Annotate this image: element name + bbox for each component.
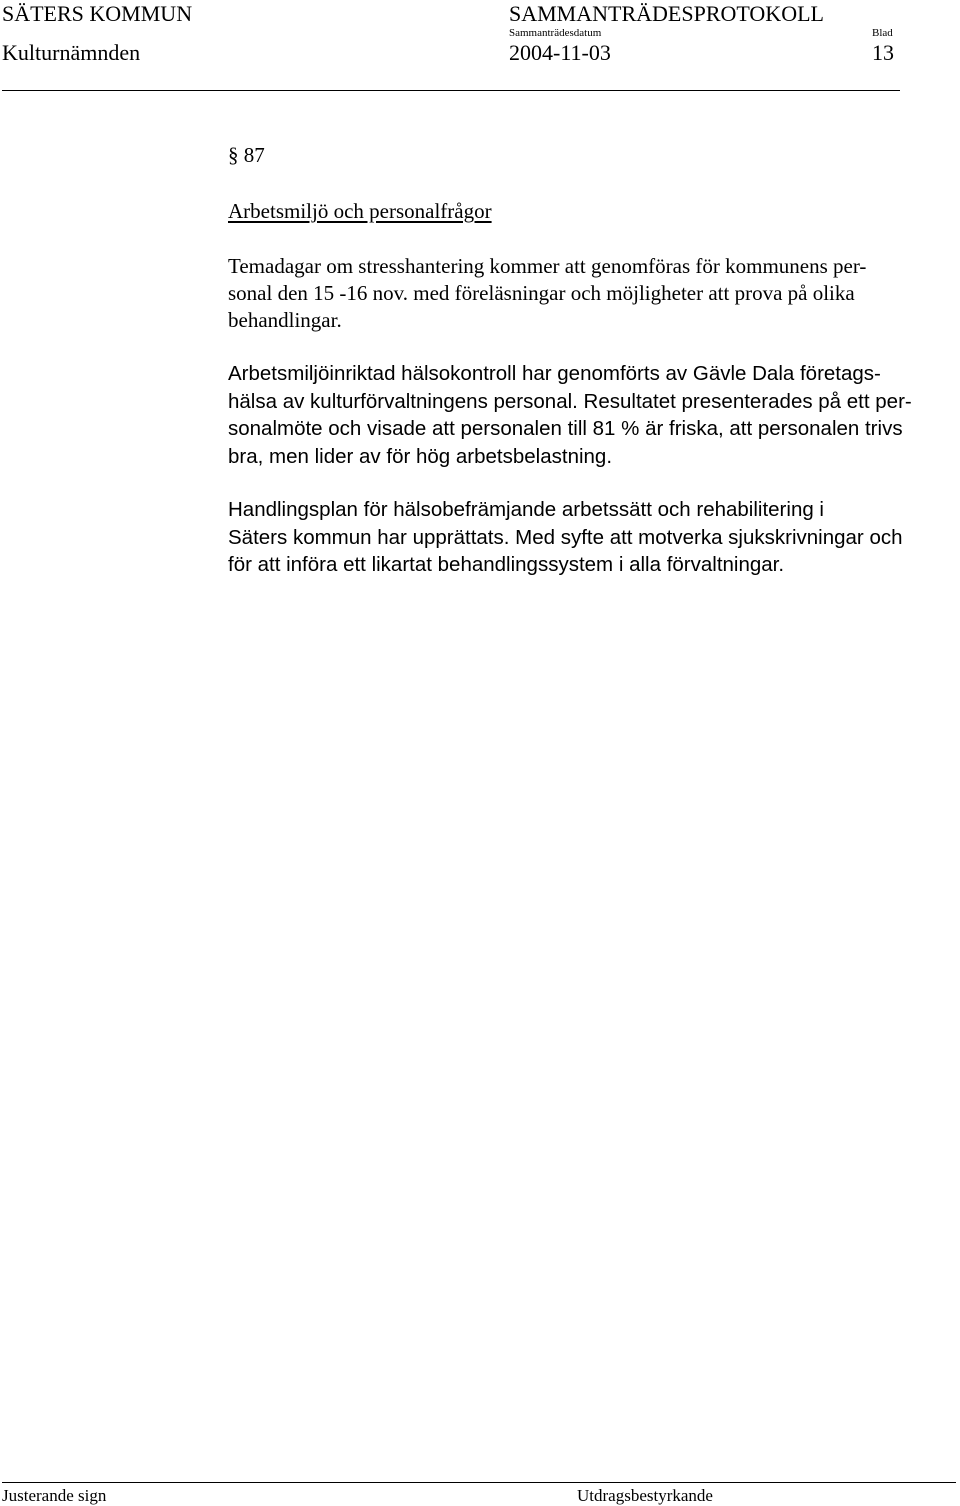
footer-rule-left	[2, 1482, 126, 1483]
utdragsbestyrkande-label: Utdragsbestyrkande	[577, 1486, 713, 1505]
footer-rule-main	[126, 1482, 956, 1483]
paragraph-line: Säters kommun har upprättats. Med syfte att motverka sjukskrivningar och	[228, 525, 903, 549]
page-label: Blad	[872, 27, 893, 39]
paragraph-3	[228, 496, 903, 579]
paragraph-line: bra, men lider av för hög arbetsbelastning.	[228, 444, 613, 468]
paragraph-line: sonalmöte och visade att personalen till 81 % är friska, att personalen trivs	[228, 417, 903, 440]
date-label: Sammanträdesdatum	[509, 27, 602, 39]
paragraph-line: Arbetsmiljöinriktad hälsokontroll har genomförts av Gävle Dala företags-	[228, 362, 881, 385]
paragraph-line: behandlingar.	[228, 308, 342, 332]
paragraph-line: Temadagar om stresshantering kommer att genomföras för kommunens per-	[228, 254, 867, 278]
paragraph-line: Handlingsplan för hälsobefrämjande arbetssätt och rehabilitering i	[228, 498, 824, 521]
meeting-date: 2004-11-03	[509, 40, 611, 65]
section-number: § 87	[228, 143, 265, 167]
document-type: SAMMANTRÄDESPROTOKOLL	[509, 1, 824, 26]
paragraph-line: sonal den 15 -16 nov. med föreläsningar och möjligheter att prova på olika	[228, 281, 855, 305]
justerande-sign-label: Justerande sign	[2, 1486, 107, 1505]
paragraph-2	[228, 360, 912, 470]
organization-name: SÄTERS KOMMUN	[2, 1, 193, 26]
paragraph-line: för att införa ett likartat behandlingssystem i alla förvaltningar.	[228, 553, 785, 576]
page-number: 13	[872, 40, 894, 65]
paragraph-1	[228, 253, 866, 334]
paragraph-line: hälsa av kulturförvaltningens personal. Resultatet presenterades på ett per-	[228, 389, 912, 413]
section-title: Arbetsmiljö och personalfrågor	[228, 199, 492, 223]
header-rule	[2, 90, 900, 91]
committee-name: Kulturnämnden	[2, 40, 141, 65]
